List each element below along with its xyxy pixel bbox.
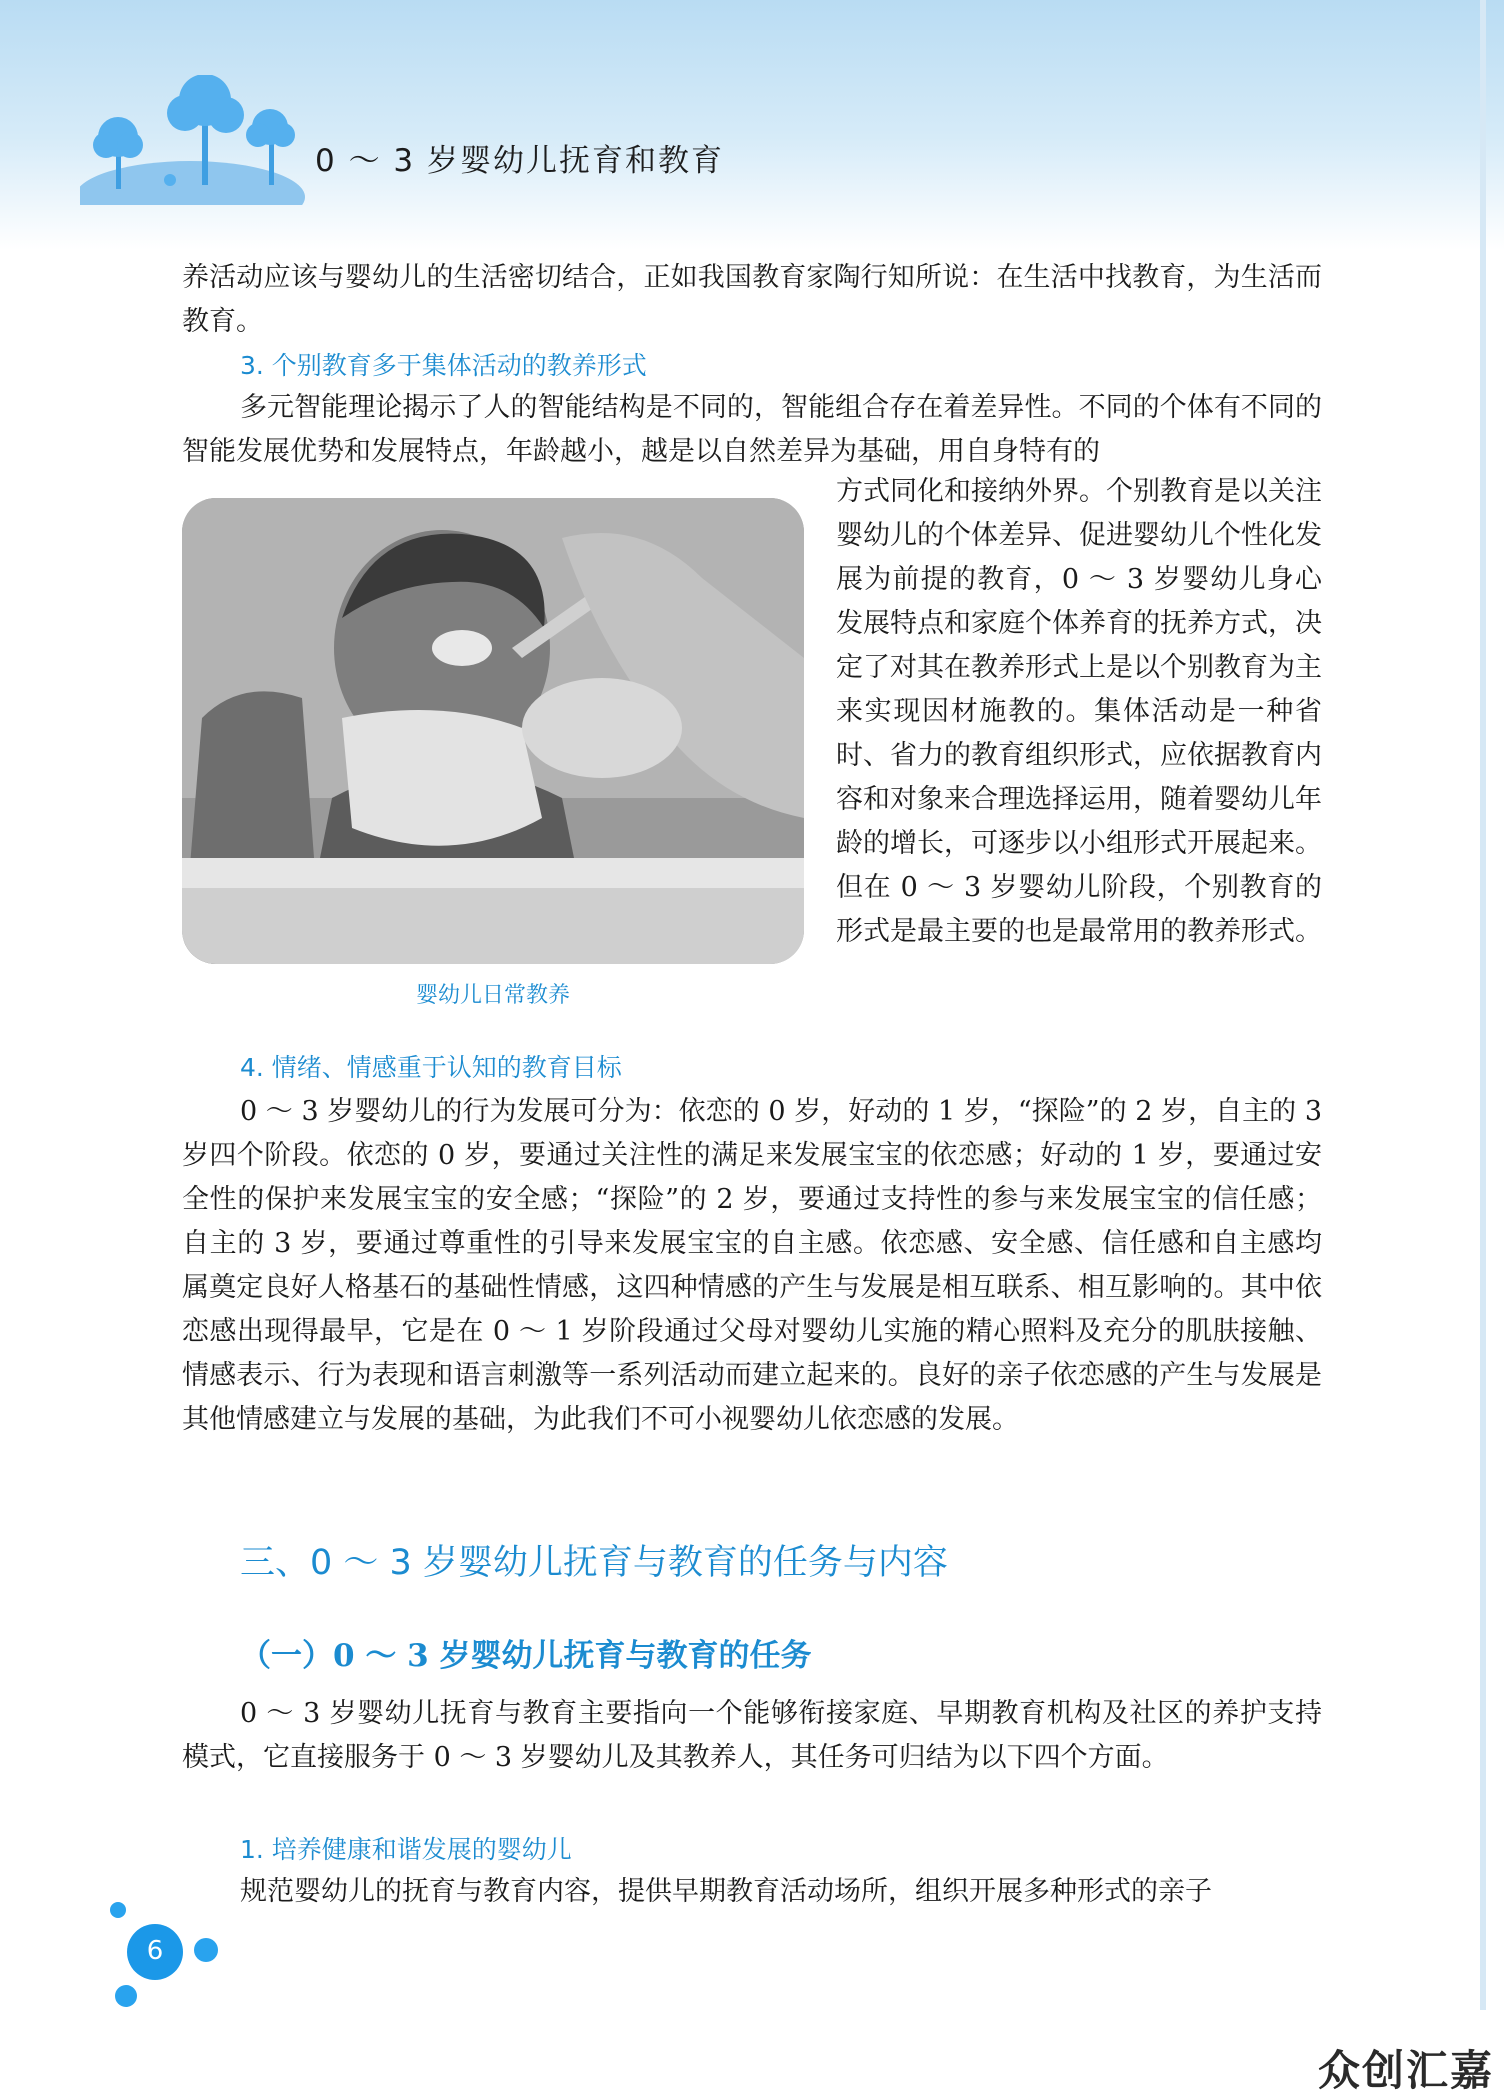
paragraph-h4: 0 ～ 3 岁婴幼儿的行为发展可分为：依恋的 0 岁，好动的 1 岁，“探险”的 2 岁，自主的 3 岁四个阶段。依恋的 0 岁，要通过关注性的满足来发展宝宝的依恋感；好动的 1 岁，要通过安全性的保护来发展宝宝的安全感；“探险”的 2 岁，要通过支持性的参与来发展宝宝的信任感；自主的 3 岁，要通过尊重性的引导来发展宝宝的自主感。依恋感、安全感、信任感和自主感均属奠定良好人格基石的基础性情感，这四种情感的产生与发展是相互联系、相互影响的。其中依恋感出现得最早，它是在 0 ～ 1 岁阶段通过父母对婴幼儿实施的精心照料及充分的肌肤接触、情感表示、行为表现和语言刺激等一系列活动而建立起来的。良好的亲子依恋感的产生与发展是其他情感建立与发展的基础，为此我们不可小视婴幼儿依恋感的发展。: [182, 1096, 1322, 1435]
heading-3: 3. 个别教育多于集体活动的教养形式: [240, 351, 647, 380]
trees-icon: [80, 75, 330, 205]
photo-baby-feeding: [182, 498, 804, 964]
watermark: 众创汇嘉: [1317, 2046, 1494, 2095]
paragraph-task-1: 规范婴幼儿的抚育与教育内容，提供早期教育活动场所，组织开展多种形式的亲子: [240, 1876, 1212, 1907]
book-title: 0 ～ 3 岁婴幼儿抚育和教育: [315, 143, 725, 179]
heading-task-1: 1. 培养健康和谐发展的婴幼儿: [240, 1835, 572, 1864]
paragraph-intro: 养活动应该与婴幼儿的生活密切结合，正如我国教育家陶行知所说：在生活中找教育，为生活而教育。: [182, 262, 1322, 337]
heading-4: 4. 情绪、情感重于认知的教育目标: [240, 1053, 622, 1082]
page-number: 6: [146, 1936, 164, 1966]
side-column-text: 方式同化和接纳外界。个别教育是以关注婴幼儿的个体差异、促进婴幼儿个性化发展为前提的教育，0 ～ 3 岁婴幼儿身心发展特点和家庭个体养育的抚养方式，决定了对其在教养形式上是以个别教育为主来实现因材施教的。集体活动是一种省时、省力的教育组织形式，应依据教育内容和对象来合理选择运用，随着婴幼儿年龄的增长，可逐步以小组形式开展起来。但在 0 ～ 3 岁婴幼儿阶段，个别教育的形式是最主要的也是最常用的教养形式。: [836, 476, 1322, 947]
subsection-title-1: （一）0 ～ 3 岁婴幼儿抚育与教育的任务: [240, 1638, 812, 1674]
paragraph-h3: 多元智能理论揭示了人的智能结构是不同的，智能组合存在着差异性。不同的个体有不同的智能发展优势和发展特点，年龄越小，越是以自然差异为基础，用自身特有的: [182, 392, 1322, 467]
photo-caption: 婴幼儿日常教养: [415, 983, 570, 1008]
page-spine: [1480, 0, 1486, 2010]
section-title-3: 三、0 ～ 3 岁婴幼儿抚育与教育的任务与内容: [240, 1543, 948, 1583]
paragraph-sub1: 0 ～ 3 岁婴幼儿抚育与教育主要指向一个能够衔接家庭、早期教育机构及社区的养护支持模式，它直接服务于 0 ～ 3 岁婴幼儿及其教养人，其任务可归结为以下四个方面。: [182, 1698, 1322, 1773]
